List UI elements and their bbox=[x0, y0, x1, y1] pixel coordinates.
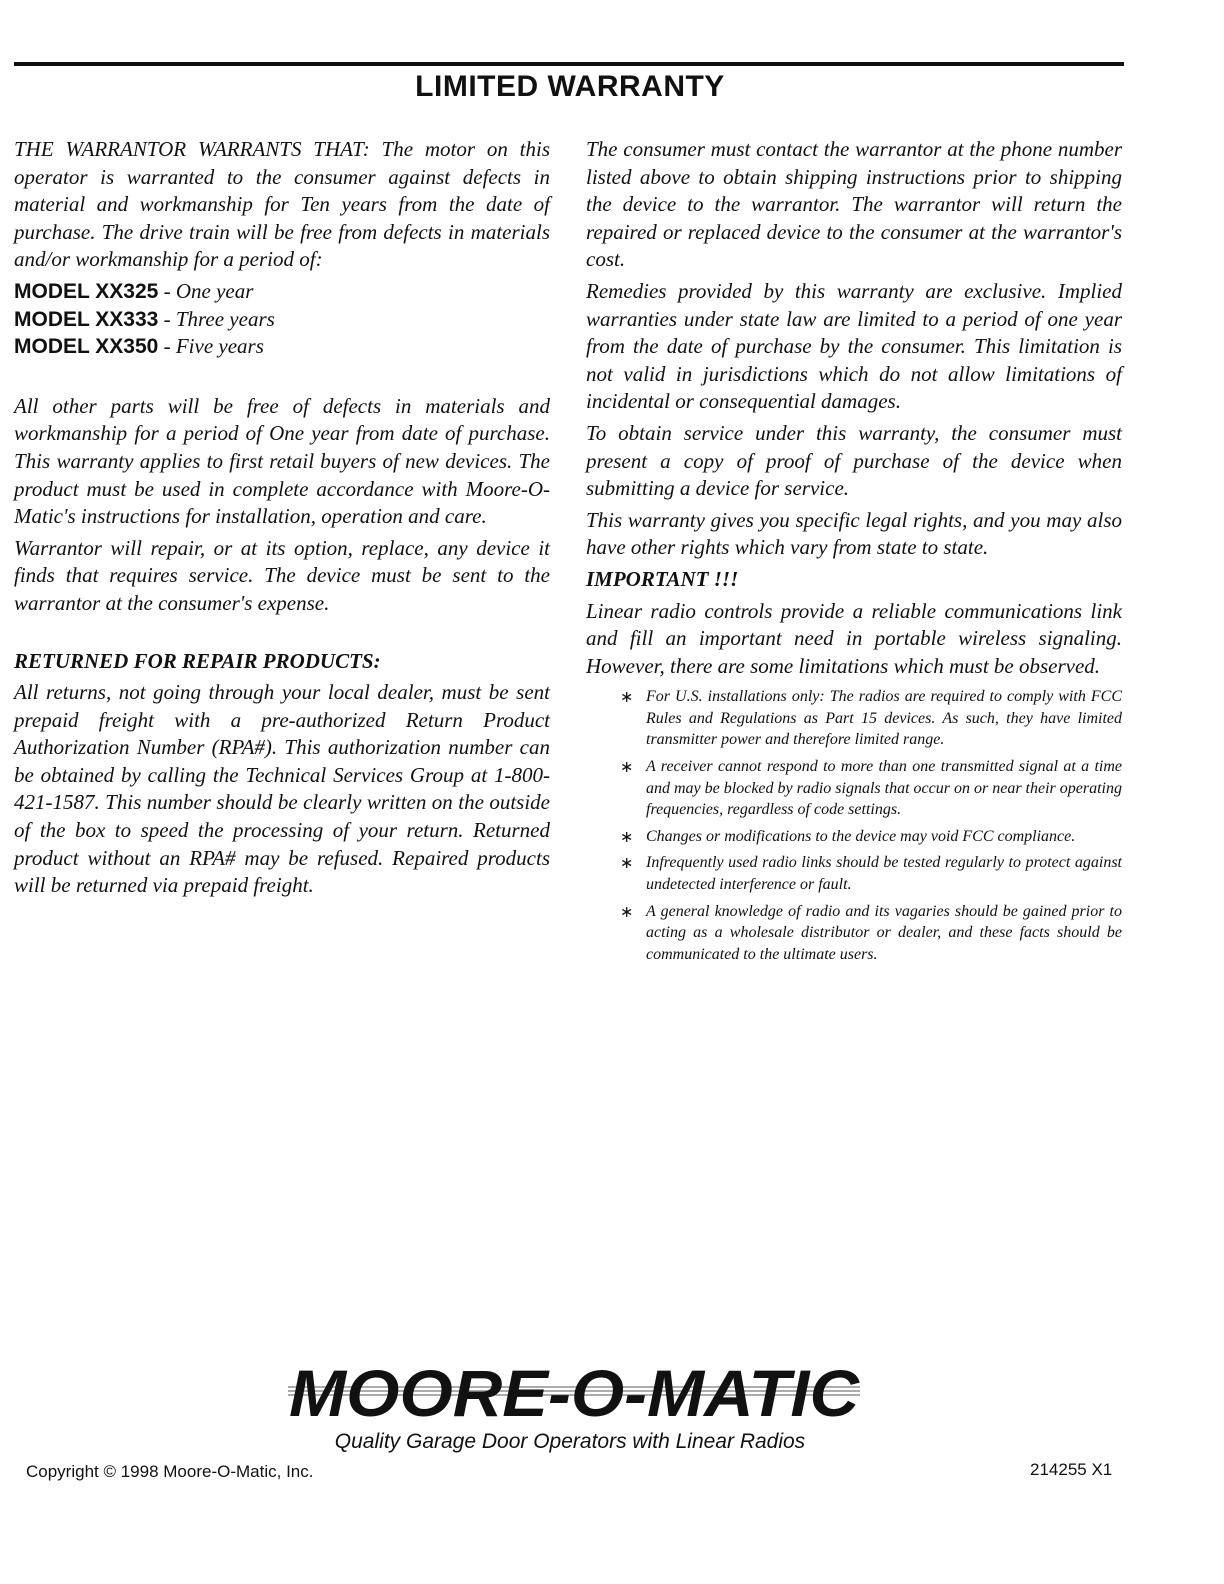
svg-text:MOORE-O-MATIC: MOORE-O-MATIC bbox=[289, 1362, 861, 1424]
brand-logo-graphic bbox=[284, 1362, 864, 1424]
model-period: - Three years bbox=[158, 306, 275, 331]
model-name: MODEL XX333 bbox=[14, 307, 159, 331]
page-title: LIMITED WARRANTY bbox=[415, 70, 725, 103]
remedies-paragraph: Remedies provided by this warranty are exclusive. Implied warranties under state law are limited to a period of one year from the date of purchase by the consumer. This limitation is not valid in jurisdictions which do not allow limitations of incidental or consequential damages. bbox=[586, 278, 1122, 414]
tagline: Quality Garage Door Operators with Linear Radios bbox=[334, 1430, 806, 1453]
limitation-text: Changes or modifications to the device may void FCC compliance. bbox=[646, 827, 1076, 845]
asterisk-icon: ∗ bbox=[620, 826, 634, 846]
top-rule bbox=[14, 62, 1124, 66]
limitation-text: Infrequently used radio links should be tested regularly to protect against undetected interference or fault. bbox=[646, 854, 1122, 894]
returned-heading: RETURNED FOR REPAIR PRODUCTS: bbox=[14, 648, 381, 673]
repair-paragraph: Warrantor will repair, or at its option, replace, any device it finds that requires service. The device must be sent to the warrantor at the consumer's expense. bbox=[14, 535, 550, 615]
asterisk-icon: ∗ bbox=[620, 901, 634, 921]
asterisk-icon: ∗ bbox=[620, 853, 634, 873]
service-paragraph: To obtain service under this warranty, the consumer must present a copy of proof of purchase of the device when submitting a device for service. bbox=[586, 420, 1122, 501]
limitation-item bbox=[620, 756, 1122, 821]
returned-paragraph: All returns, not going through your local dealer, must be sent prepaid freight with a pre-authorized Return Product Authorization Number (RPA#). This authorization number can be obtained by calling the Technical Services Group at 1-800-421-1587. This number should be clearly written on the outside of the box to speed the processing of your return. Returned product without an RPA# may be refused. Repaired products will be returned via prepaid freight. bbox=[14, 680, 550, 898]
limitations-list bbox=[620, 686, 1122, 965]
rights-paragraph: This warranty gives you specific legal rights, and you may also have other rights which vary from state to state. bbox=[586, 507, 1122, 560]
model-period: - Five years bbox=[158, 334, 264, 359]
model-item bbox=[14, 333, 550, 361]
model-item bbox=[14, 306, 550, 334]
limitation-item bbox=[620, 686, 1122, 751]
model-item bbox=[14, 278, 550, 306]
document-number: 214255 X1 bbox=[1030, 1460, 1113, 1479]
model-name: MODEL XX325 bbox=[14, 279, 159, 303]
copyright-notice: Copyright © 1998 Moore-O-Matic, Inc. bbox=[26, 1462, 314, 1481]
limitation-item bbox=[620, 852, 1122, 895]
brand-logo bbox=[284, 1362, 864, 1424]
other-parts-paragraph: All other parts will be free of defects in materials and workmanship for a period of One year from date of purchase. This warranty applies to first retail buyers of new devices. The product must be used in complete accordance with Moore-O-Matic's instructions for installation, operation and care. bbox=[14, 393, 550, 529]
limitation-item bbox=[620, 901, 1122, 966]
model-name: MODEL XX350 bbox=[14, 335, 159, 359]
limitation-item bbox=[620, 826, 1122, 848]
asterisk-icon: ∗ bbox=[620, 757, 634, 777]
limitation-text: A general knowledge of radio and its vagaries should be gained prior to acting as a wholesale distributor or dealer, and these facts should be communicated to the ultimate users. bbox=[646, 902, 1122, 963]
right-column bbox=[586, 136, 1122, 970]
warranty-intro: THE WARRANTOR WARRANTS THAT: The motor on this operator is warranted to the consumer against defects in material and workmanship for Ten years from the date of purchase. The drive train will be free from defects in materials and/or workmanship for a period of: bbox=[14, 137, 550, 272]
model-list bbox=[14, 278, 550, 361]
model-period: - One year bbox=[158, 278, 254, 303]
asterisk-icon: ∗ bbox=[620, 687, 634, 707]
contact-paragraph: The consumer must contact the warrantor at the phone number listed above to obtain shipping instructions prior to shipping the device to the warrantor. The warrantor will return the repaired or replaced device to the consumer at the warrantor's cost. bbox=[586, 137, 1122, 272]
left-column bbox=[14, 136, 550, 904]
limitation-text: For U.S. installations only: The radios are required to comply with FCC Rules and Regulations as Part 15 devices. As such, they have limited transmitter power and therefore limited range. bbox=[646, 688, 1122, 749]
important-heading: IMPORTANT !!! bbox=[586, 566, 739, 591]
limitation-text: A receiver cannot respond to more than one transmitted signal at a time and may be blocked by radio signals that occur on or near their operating frequencies, regardless of code settings. bbox=[646, 758, 1122, 819]
important-paragraph: Linear radio controls provide a reliable communications link and fill an important need in portable wireless signaling. However, there are some limitations which must be observed. bbox=[586, 598, 1122, 678]
